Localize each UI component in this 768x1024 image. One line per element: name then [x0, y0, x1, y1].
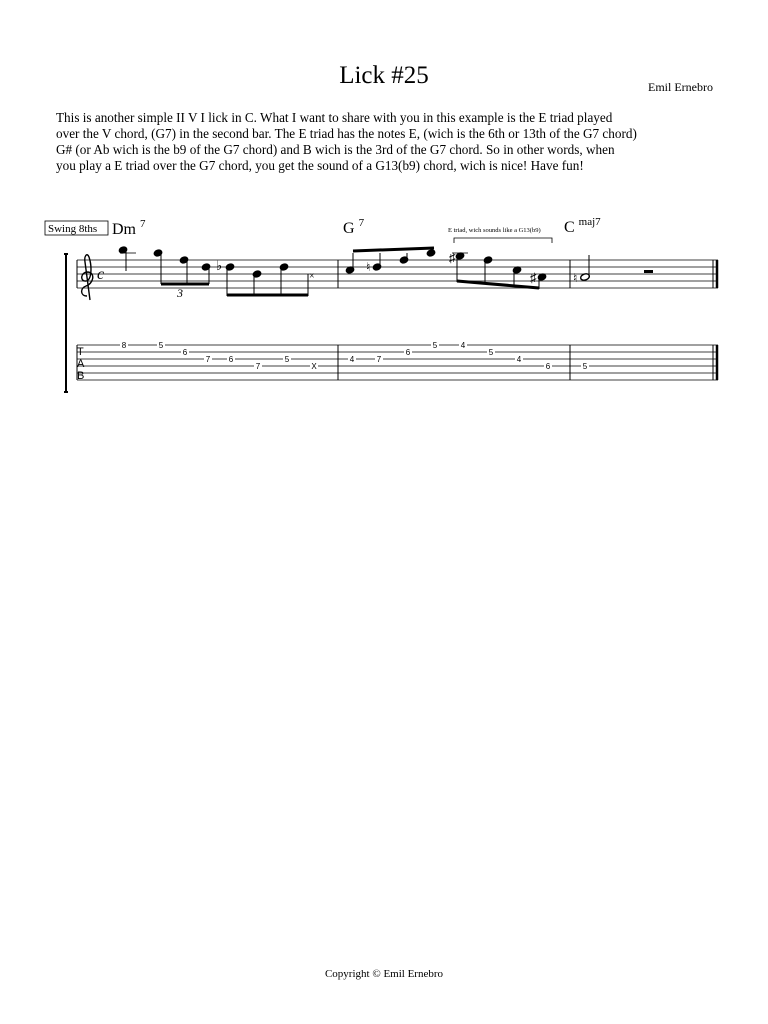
triad-annotation: E triad, wich sounds like a G13(b9) — [448, 227, 541, 234]
swing-label: Swing 8ths — [48, 223, 98, 235]
tab-number: 5 — [582, 362, 588, 371]
tab-number: 5 — [158, 341, 164, 350]
tab-number: 4 — [516, 355, 522, 364]
tab-number: 4 — [460, 341, 466, 350]
bar-3-notes — [573, 255, 653, 285]
chord-symbol-cmaj7 — [564, 216, 601, 236]
triplet-mark: 3 — [177, 286, 183, 300]
intro-line: This is another simple II V I lick in C. What I want to share with you in this example is the E triad played — [56, 110, 613, 125]
tab-letter: B — [77, 370, 85, 382]
dead-note-icon: × — [309, 271, 315, 282]
natural-icon: ♮ — [366, 260, 371, 274]
intro-line: you play a E triad over the G7 chord, you get the sound of a G13(b9) chord, wich is nice! Have fun! — [56, 158, 584, 173]
tab-number: 7 — [255, 362, 261, 371]
tab-number: X — [311, 362, 317, 371]
chord-root: G — [343, 220, 355, 237]
tab-number: 5 — [432, 341, 438, 350]
system-brace — [64, 254, 68, 392]
author-name: Emil Ernebro — [648, 80, 713, 94]
chord-root: C — [564, 219, 575, 236]
tab-number: 6 — [405, 348, 411, 357]
tab-staff — [77, 345, 718, 380]
tab-number: 4 — [349, 355, 355, 364]
barlines-tab — [77, 345, 717, 380]
natural-icon: ♮ — [573, 271, 578, 285]
intro-line: over the V chord, (G7) in the second bar. The E triad has the notes E, (wich is the 6th or 13th of the G7 chord) — [56, 126, 637, 141]
bar-1-notes — [118, 246, 314, 300]
tab-letter: A — [77, 358, 85, 370]
sharp-icon: ♯ — [530, 270, 537, 285]
chord-symbol-g7 — [343, 217, 365, 237]
tab-number: 5 — [284, 355, 290, 364]
treble-clef-icon — [82, 255, 93, 300]
triad-bracket — [454, 238, 552, 243]
tab-number: 7 — [205, 355, 211, 364]
tab-number: 8 — [121, 341, 127, 350]
tab-letter: T — [77, 346, 84, 358]
page-title: Lick #25 — [339, 62, 429, 89]
tab-number: 6 — [545, 362, 551, 371]
time-signature: c — [97, 266, 105, 283]
tab-number: 5 — [488, 348, 494, 357]
copyright-footer: Copyright © Emil Ernebro — [324, 968, 444, 980]
tab-numbers — [120, 341, 589, 371]
chord-extension: 7 — [140, 218, 146, 230]
chord-extension: 7 — [358, 217, 365, 229]
tab-clef — [77, 346, 85, 382]
tab-number: 6 — [228, 355, 234, 364]
chord-root: Dm — [112, 221, 136, 238]
bar-2-notes — [345, 248, 547, 289]
flat-icon: ♭ — [216, 258, 223, 273]
chord-symbol-dm7 — [112, 218, 146, 238]
chord-extension: maj7 — [578, 216, 601, 228]
tab-number: 6 — [182, 348, 188, 357]
sharp-icon: ♯ — [449, 250, 456, 265]
tab-number: 7 — [376, 355, 382, 364]
intro-line: G# (or Ab wich is the b9 of the G7 chord) and B wich is the 3rd of the G7 chord. So in other words, when — [56, 142, 615, 157]
half-rest — [644, 270, 653, 273]
